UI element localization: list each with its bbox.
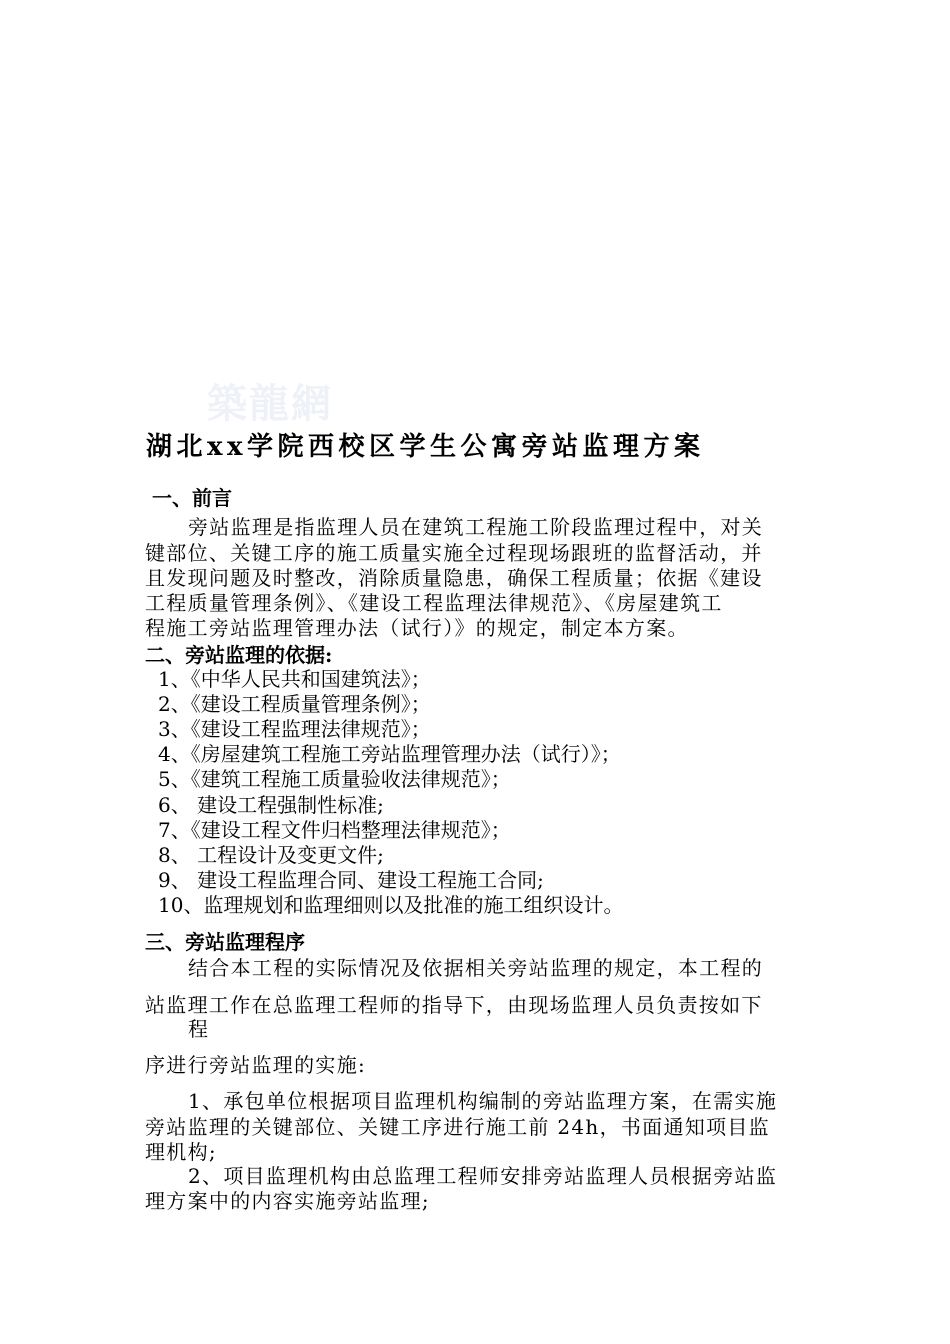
list-item: 3、《建设工程监理法律规范》； xyxy=(158,717,431,741)
paragraph-line: 2、项目监理机构由总监理工程师安排旁站监理人员根据旁站监 xyxy=(188,1164,778,1188)
paragraph-line: 理方案中的内容实施旁站监理; xyxy=(145,1189,430,1213)
list-item: 6、 建设工程强制性标准; xyxy=(158,793,384,817)
list-item: 9、 建设工程监理合同、建设工程施工合同; xyxy=(158,868,544,892)
page-title: 湖北xx学院西校区学生公寓旁站监理方案 xyxy=(146,432,705,462)
paragraph-line: 程 xyxy=(188,1017,210,1041)
paragraph-line: 程施工旁站监理管理办法（试行）》的规定，制定本方案。 xyxy=(145,616,689,640)
watermark: 築龍網 xyxy=(207,380,333,427)
list-item: 5、《建筑工程施工质量验收法律规范》； xyxy=(158,767,511,791)
paragraph-line: 键部位、关键工序的施工质量实施全过程现场跟班的监督活动，并 xyxy=(145,541,763,565)
paragraph-line: 旁站监理是指监理人员在建筑工程施工阶段监理过程中，对关 xyxy=(188,515,764,539)
paragraph-line: 序进行旁站监理的实施: xyxy=(145,1053,367,1077)
section-3-heading: 三、旁站监理程序 xyxy=(145,930,305,954)
list-item: 4、《房屋建筑工程施工旁站监理管理办法（试行）》； xyxy=(158,742,621,766)
paragraph-line: 结合本工程的实际情况及依据相关旁站监理的规定，本工程的 xyxy=(188,956,764,980)
paragraph-line: 站监理工作在总监理工程师的指导下，由现场监理人员负责按如下 xyxy=(145,993,763,1017)
list-item: 8、 工程设计及变更文件; xyxy=(158,843,384,867)
paragraph-line: 工程质量管理条例》、《建设工程监理法律规范》、《房屋建筑工 xyxy=(145,591,723,615)
list-item: 7、《建设工程文件归档整理法律规范》； xyxy=(158,818,511,842)
paragraph-line: 1、承包单位根据项目监理机构编制的旁站监理方案，在需实施 xyxy=(188,1089,778,1113)
section-1-heading: 一、前言 xyxy=(152,486,232,510)
list-item: 1、《中华人民共和国建筑法》； xyxy=(158,667,431,691)
paragraph-line: 旁站监理的关键部位、关键工序进行施工前 24h，书面通知项目监 xyxy=(145,1115,770,1139)
list-item: 2、《建设工程质量管理条例》； xyxy=(158,692,431,716)
paragraph-line: 理机构; xyxy=(145,1140,217,1164)
list-item: 10、监理规划和监理细则以及批准的施工组织设计。 xyxy=(158,893,624,917)
section-2-heading: 二、旁站监理的依据: xyxy=(145,643,333,667)
paragraph-line: 且发现问题及时整改，消除质量隐患，确保工程质量；依据《建设 xyxy=(145,566,763,590)
